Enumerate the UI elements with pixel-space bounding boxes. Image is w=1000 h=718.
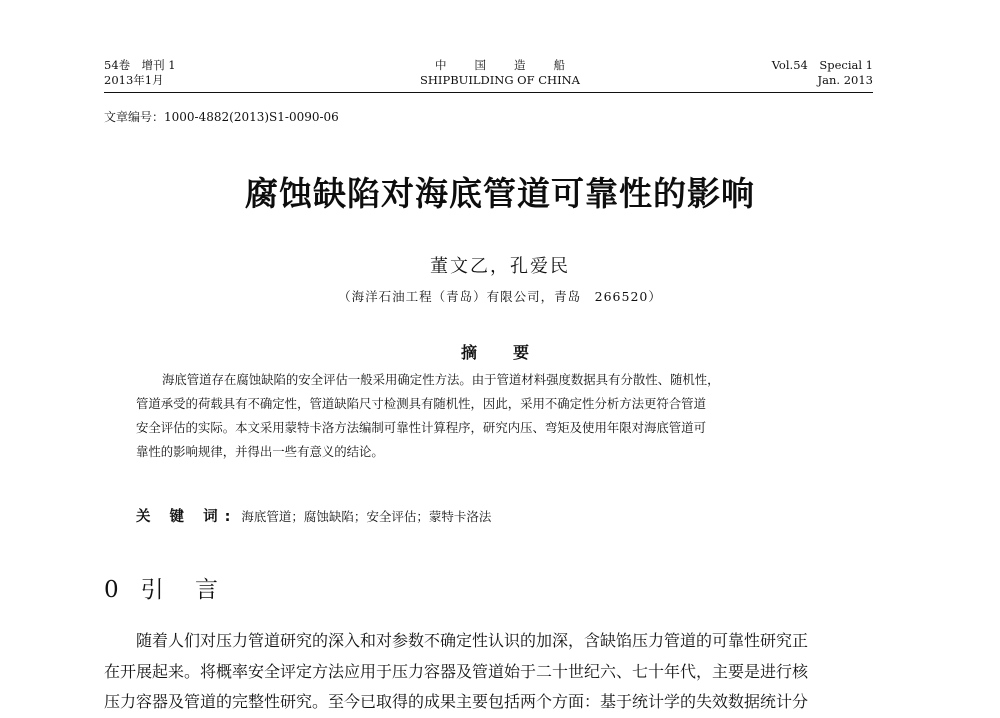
article-number: 文章编号：1000-4882(2013)S1-0090-06 [104, 110, 339, 124]
section-heading [104, 571, 230, 604]
header-volume-info-en [772, 58, 873, 88]
section-number: 0 [104, 577, 131, 603]
header-volume-info [104, 58, 176, 88]
body-line: 随着人们对压力管道研究的深入和对参数不确定性认识的加深，含缺馅压力管道的可靠性研究正 [136, 631, 809, 650]
header-date-cn: 2013年1月 [104, 73, 164, 87]
keywords [136, 505, 491, 526]
body-paragraph [104, 626, 874, 718]
abstract-line: 管道承受的荷载具有不确定性，管道缺陷尺寸检测具有随机性，因此，采用不确定性分析方法更符合管道 [136, 396, 706, 411]
keywords-label: 关 键 词: [136, 509, 238, 525]
paper-title: 腐蚀缺陷对海底管道可靠性的影响 [245, 174, 755, 213]
journal-char: 中 [435, 58, 447, 72]
authors: 董文乙，孔爱民 [430, 256, 570, 277]
journal-char: 国 [474, 58, 486, 72]
body-line: 压力容器及管道的完整性研究。至今已取得的成果主要包括两个方面：基于统计学的失效数据统计分 [104, 692, 809, 711]
header-divider [104, 92, 873, 93]
abstract-line: 海底管道存在腐蚀缺陷的安全评估一般采用确定性方法。由于管道材料强度数据具有分散性、随机性， [162, 372, 720, 387]
journal-name-en: SHIPBUILDING OF CHINA [420, 73, 580, 87]
section-title: 引 言 [140, 577, 230, 603]
affiliation: （海洋石油工程（青岛）有限公司，青岛 266520） [338, 289, 662, 304]
journal-char: 船 [553, 58, 565, 72]
abstract-line: 靠性的影响规律，并得出一些有意义的结论。 [136, 444, 384, 459]
abstract-body [136, 368, 836, 464]
journal-char: 造 [514, 58, 526, 72]
header-volume-en: Vol.54 Special 1 [771, 58, 873, 72]
keywords-text: 海底管道；腐蚀缺陷；安全评估；蒙特卡洛法 [241, 509, 492, 524]
header-journal-name [300, 58, 700, 88]
abstract-heading: 摘 要 [460, 343, 539, 362]
header-volume: 54卷 增刊 1 [104, 58, 176, 72]
body-line: 在开展起来。将概率安全评定方法应用于压力容器及管道始于二十世纪六、七十年代，主要是进行核 [104, 661, 809, 681]
header-date-en: Jan. 2013 [817, 73, 873, 87]
journal-name-cn [300, 58, 700, 73]
abstract-line: 安全评估的实际。本文采用蒙特卡洛方法编制可靠性计算程序，研究内压、弯矩及使用年限对海底管道可 [136, 420, 706, 435]
